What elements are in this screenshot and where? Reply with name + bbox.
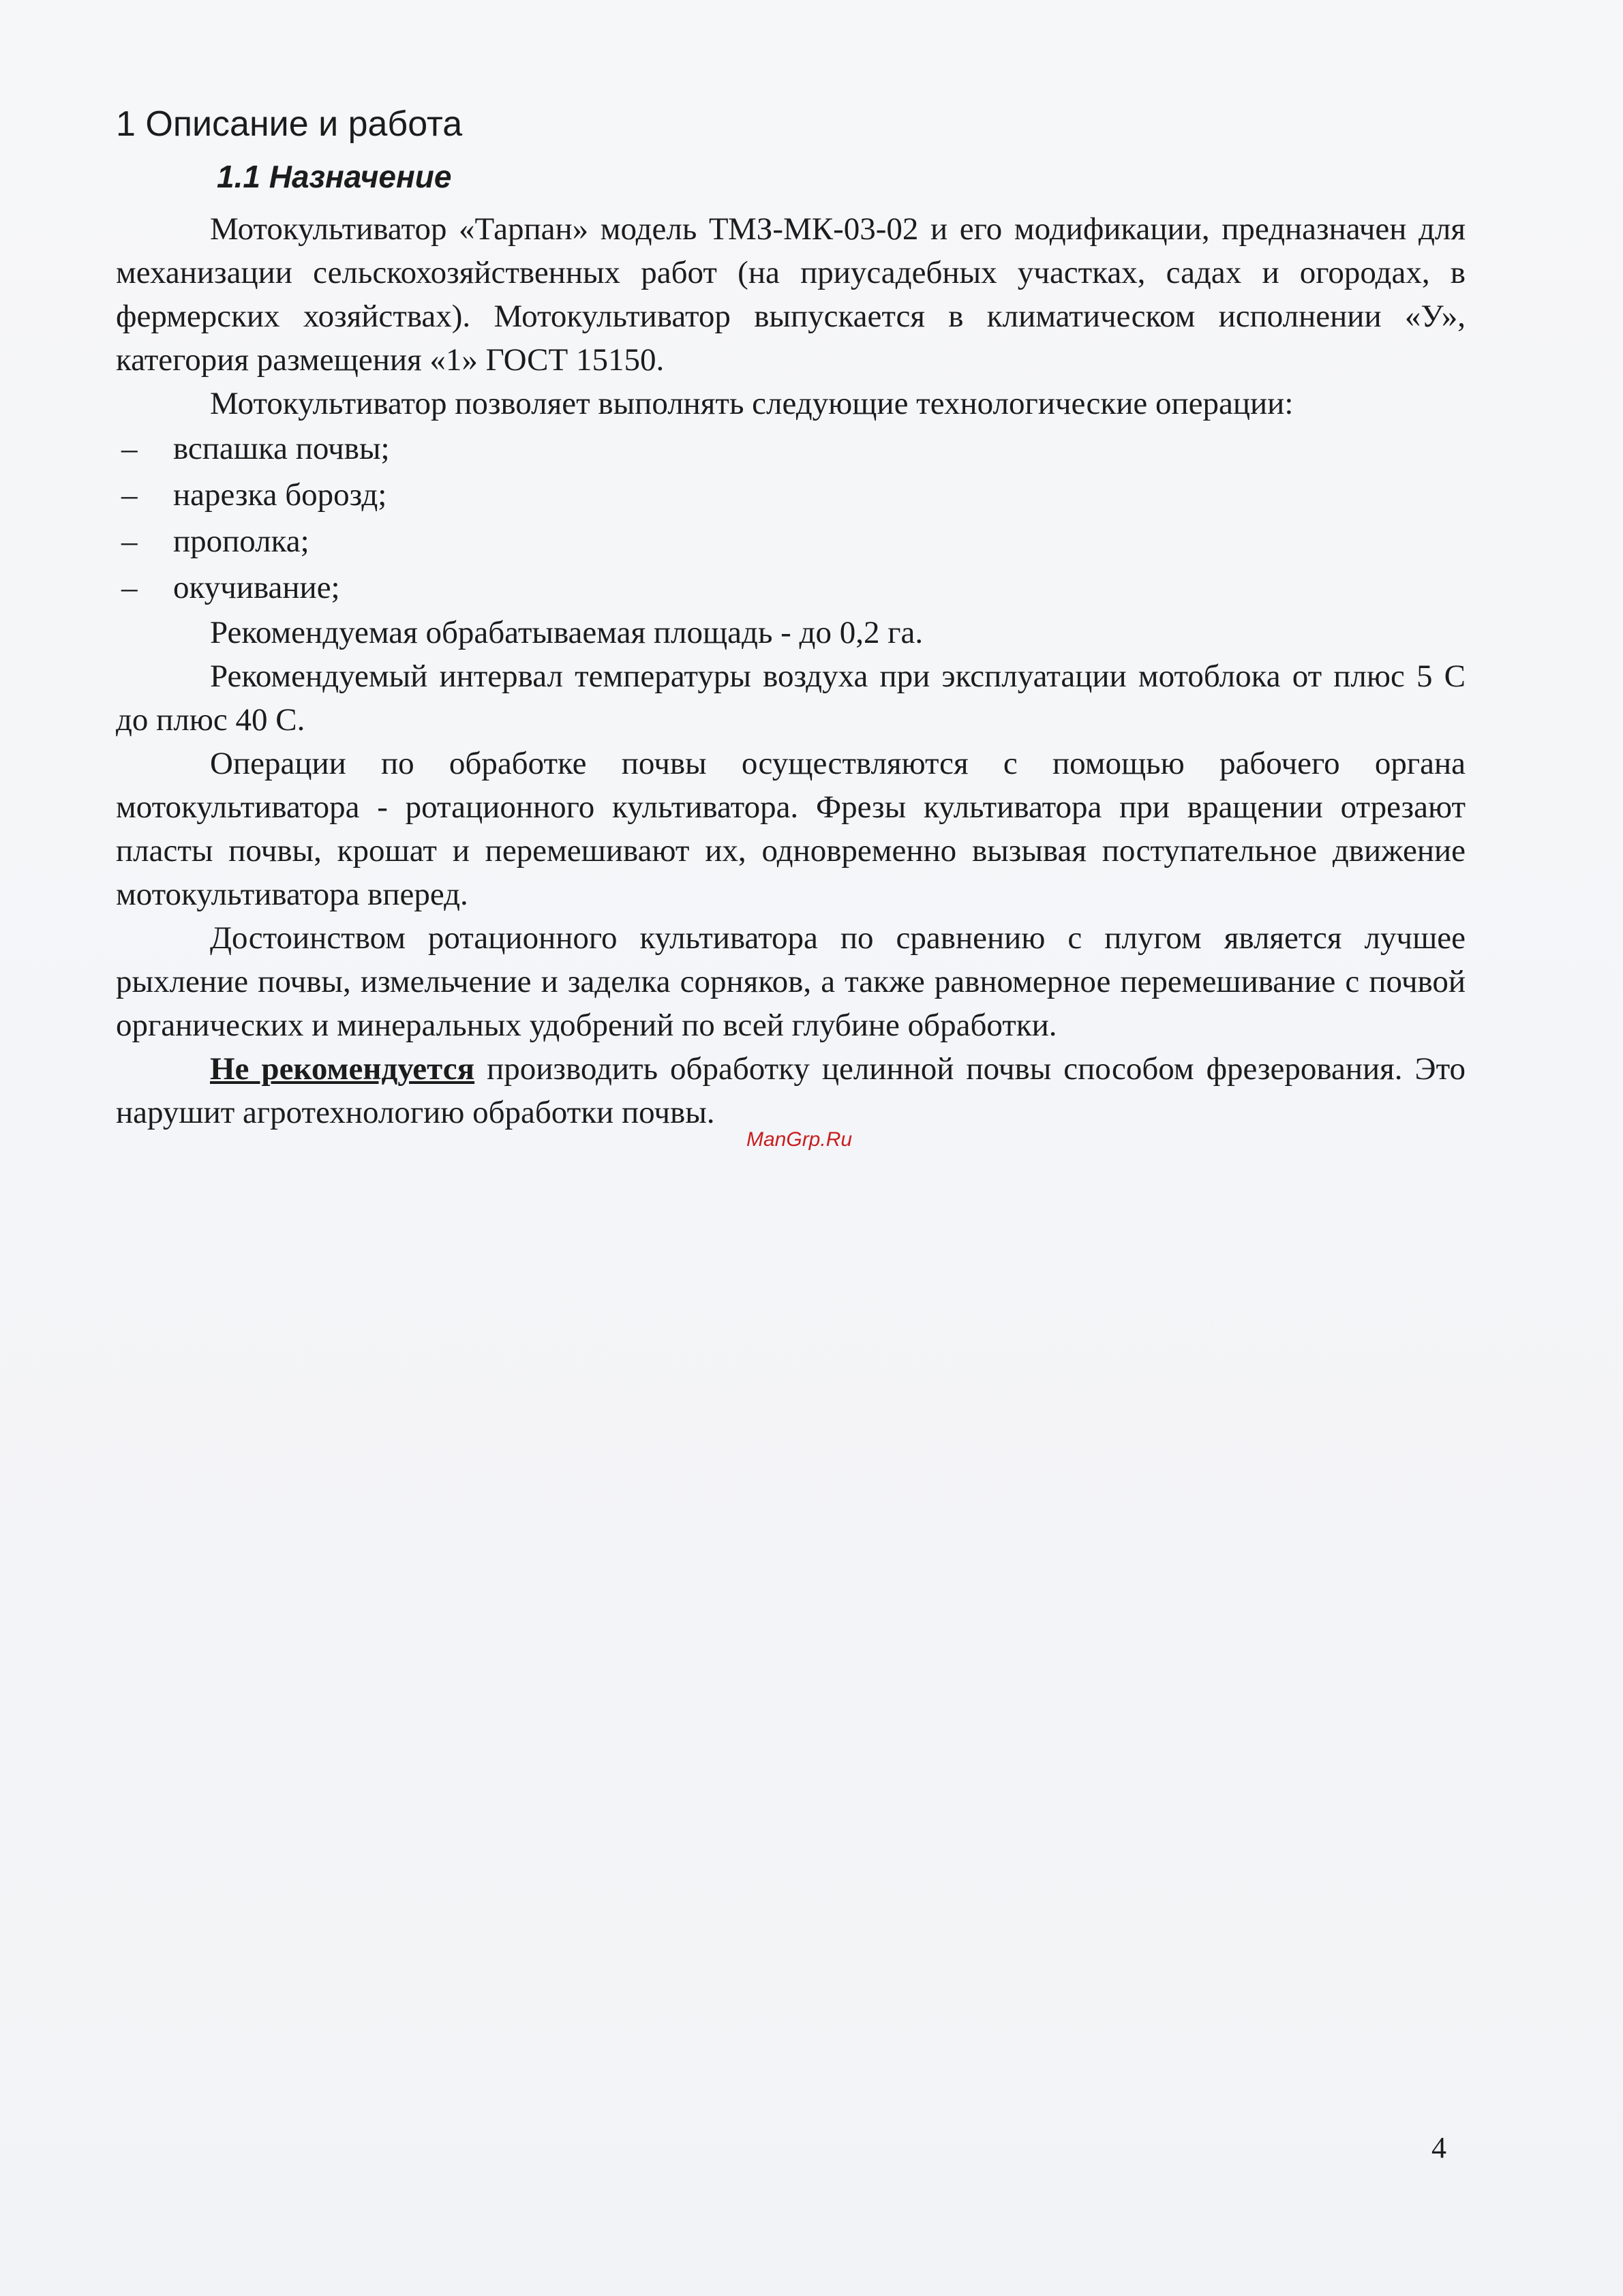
subsection-heading: 1.1 Назначение <box>217 159 452 194</box>
paragraph-advantage: Достоинством ротационного культиватора по сравнению с плугом является лучшее рыхление почвы, измельчение и заделка сорняков, а также равномерное перемешивание с почвой органических и минеральных удобрений по всей глубине обработки. <box>116 920 1466 1043</box>
paragraph-warning <box>116 1047 1466 1134</box>
page-content <box>116 102 1466 1134</box>
paragraph-operation: Операции по обработке почвы осуществляются с помощью рабочего органа мотокультиватора - ротационного культиватора. Фрезы культиватора при вращении отрезают пласты почвы, крошат и перемешивают их, одновременно вызывая поступательное движение мотокультиватора вперед. <box>116 746 1466 912</box>
list-item: – окучивание; <box>116 564 1466 611</box>
paragraph-temperature: Рекомендуемый интервал температуры воздуха при эксплуатации мотоблока от плюс 5 С до плюс 40 С. <box>116 659 1466 738</box>
list-item: – прополка; <box>116 518 1466 564</box>
section-heading: 1 Описание и работа <box>116 104 463 144</box>
warning-text: производить обработку целинной почвы способом фрезерования. Это нарушит агротехнологию обработки почвы. <box>116 1051 1466 1130</box>
operations-list <box>116 425 1466 611</box>
list-item: – вспашка почвы; <box>116 425 1466 472</box>
page-number: 4 <box>1431 2131 1446 2164</box>
paragraph-purpose: Мотокультиватор «Тарпан» модель ТМЗ-МК-03-02 и его модификации, предназначен для механизации сельскохозяйственных работ (на приусадебных участках, садах и огородах, в фермерских хозяйствах). Мотокультиватор выпускается в климатическом исполнении «У», категория размещения «1» ГОСТ 15150. <box>116 211 1466 378</box>
paragraph-area: Рекомендуемая обрабатываемая площадь - до 0,2 га. <box>210 615 924 650</box>
warning-emphasis: Не рекомендуется <box>210 1051 475 1087</box>
watermark: ManGrp.Ru <box>746 1128 853 1151</box>
paragraph-operations-intro: Мотокультиватор позволяет выполнять следующие технологические операции: <box>210 386 1294 421</box>
list-item: – нарезка борозд; <box>116 472 1466 518</box>
